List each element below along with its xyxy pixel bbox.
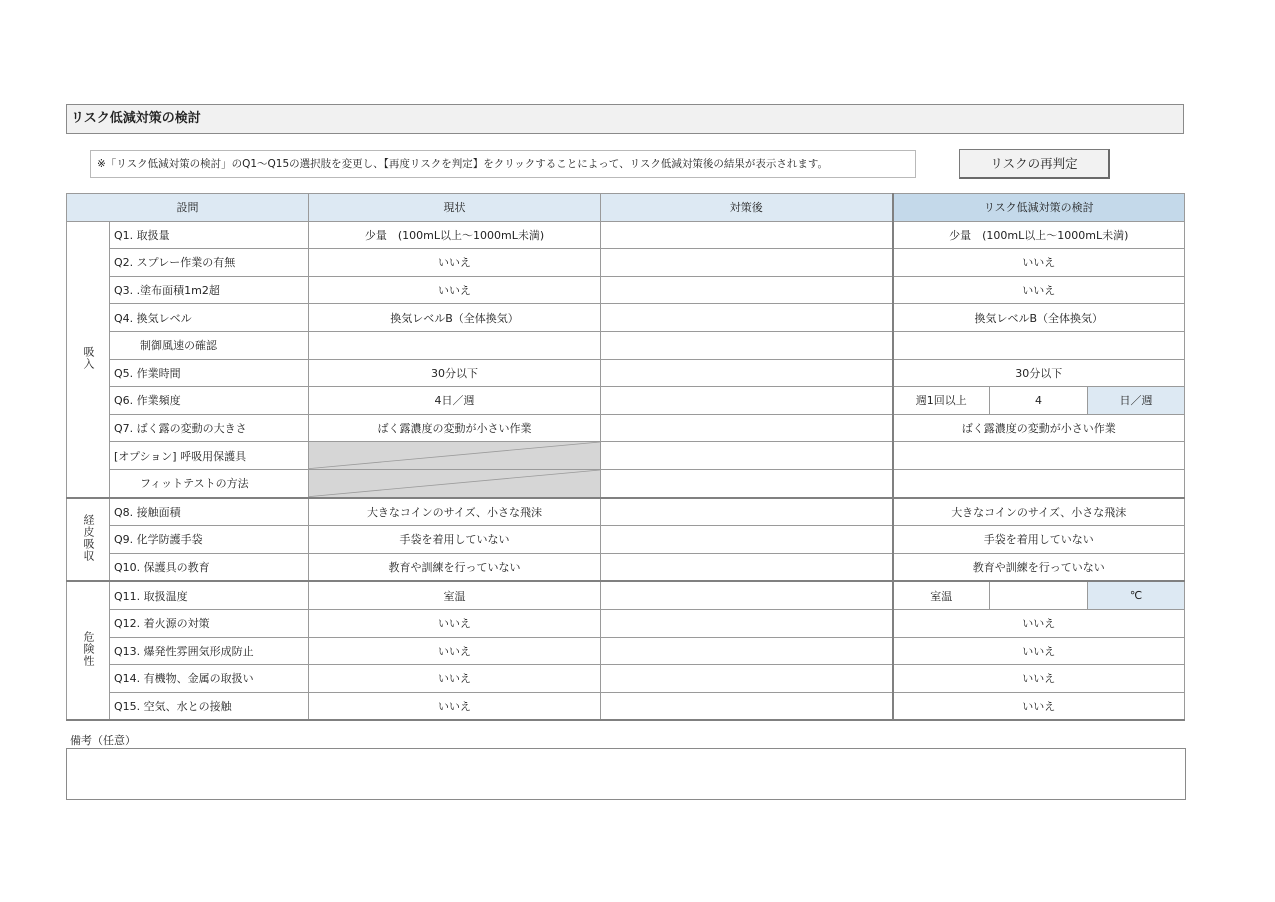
- q13-label: Q13. 爆発性雰囲気形成防止: [110, 637, 309, 665]
- q12-review-select[interactable]: いいえ: [893, 609, 1185, 637]
- q5-after: [601, 359, 893, 387]
- q10-label: Q10. 保護具の教育: [110, 553, 309, 581]
- table-row: [67, 498, 1185, 526]
- q8-current: 大きなコインのサイズ、小さな飛沫: [309, 498, 601, 526]
- q10-after: [601, 553, 893, 581]
- q8-review-select[interactable]: 大きなコインのサイズ、小さな飛沫: [893, 498, 1185, 526]
- q2-label: Q2. スプレー作業の有無: [110, 249, 309, 277]
- q10-current: 教育や訓練を行っていない: [309, 553, 601, 581]
- q3-label: Q3. .塗布面積1m2超: [110, 276, 309, 304]
- opt1-current-disabled: [309, 442, 601, 470]
- table-row: [67, 359, 1185, 387]
- table-row: [67, 692, 1185, 720]
- rejudge-risk-button[interactable]: リスクの再判定: [959, 149, 1110, 179]
- q9-label: Q9. 化学防護手袋: [110, 526, 309, 554]
- q4-current: 換気レベルB（全体換気）: [309, 304, 601, 332]
- q10-review-select[interactable]: 教育や訓練を行っていない: [893, 553, 1185, 581]
- q2-current: いいえ: [309, 249, 601, 277]
- opt2-after: [601, 469, 893, 497]
- q15-current: いいえ: [309, 692, 601, 720]
- q4-label: Q4. 換気レベル: [110, 304, 309, 332]
- table-row: [67, 609, 1185, 637]
- q3-review-select[interactable]: いいえ: [893, 276, 1185, 304]
- q14-review-select[interactable]: いいえ: [893, 665, 1185, 693]
- header-question: 設問: [67, 194, 309, 222]
- q12-current: いいえ: [309, 609, 601, 637]
- group-dermal: 経皮吸収: [67, 498, 110, 582]
- table-row: [67, 526, 1185, 554]
- q15-review-select[interactable]: いいえ: [893, 692, 1185, 720]
- table-row: [67, 331, 1185, 359]
- table-row: [67, 304, 1185, 332]
- q15-label: Q15. 空気、水との接触: [110, 692, 309, 720]
- q8-label: Q8. 接触面積: [110, 498, 309, 526]
- q14-label: Q14. 有機物、金属の取扱い: [110, 665, 309, 693]
- q1-current: 少量 (100mL以上～1000mL未満): [309, 221, 601, 249]
- q9-after: [601, 526, 893, 554]
- table-row: [67, 249, 1185, 277]
- opt2-current-disabled: [309, 469, 601, 497]
- q6-review-frequency-select[interactable]: 週1回以上: [893, 387, 990, 415]
- q4b-review-select[interactable]: [893, 331, 1185, 359]
- header-current: 現状: [309, 194, 601, 222]
- group-inhalation: 吸入: [67, 221, 110, 497]
- table-row: [67, 553, 1185, 581]
- q2-after: [601, 249, 893, 277]
- opt1-review-select[interactable]: [893, 442, 1185, 470]
- remarks-field[interactable]: [66, 748, 1186, 800]
- q7-after: [601, 414, 893, 442]
- table-row: [67, 387, 1185, 415]
- q13-after: [601, 637, 893, 665]
- q4b-label: 制御風速の確認: [110, 331, 309, 359]
- page-title: リスク低減対策の検討: [66, 104, 1184, 134]
- q3-current: いいえ: [309, 276, 601, 304]
- q14-after: [601, 665, 893, 693]
- header-after: 対策後: [601, 194, 893, 222]
- header-row: [67, 194, 1185, 222]
- q4-review-select[interactable]: 換気レベルB（全体換気）: [893, 304, 1185, 332]
- q9-review-select[interactable]: 手袋を着用していない: [893, 526, 1185, 554]
- header-review: リスク低減対策の検討: [893, 194, 1185, 222]
- table-row: [67, 469, 1185, 497]
- q12-after: [601, 609, 893, 637]
- q11-review-unit: ℃: [1088, 581, 1185, 609]
- table-row: [67, 276, 1185, 304]
- q15-after: [601, 692, 893, 720]
- opt1-after: [601, 442, 893, 470]
- table-row: [67, 665, 1185, 693]
- q5-current: 30分以下: [309, 359, 601, 387]
- q14-current: いいえ: [309, 665, 601, 693]
- opt2-label: フィットテストの方法: [110, 469, 309, 497]
- q1-after: [601, 221, 893, 249]
- table-row: [67, 414, 1185, 442]
- q6-review-unit: 日／週: [1088, 387, 1185, 415]
- q5-label: Q5. 作業時間: [110, 359, 309, 387]
- q13-review-select[interactable]: いいえ: [893, 637, 1185, 665]
- q11-review-temp-select[interactable]: 室温: [893, 581, 990, 609]
- table-row: [67, 637, 1185, 665]
- remarks-label: 備考（任意）: [70, 734, 136, 747]
- q6-review-days-input[interactable]: 4: [990, 387, 1088, 415]
- q9-current: 手袋を着用していない: [309, 526, 601, 554]
- q4b-after: [601, 331, 893, 359]
- q12-label: Q12. 着火源の対策: [110, 609, 309, 637]
- q7-current: ばく露濃度の変動が小さい作業: [309, 414, 601, 442]
- instruction-note: ※「リスク低減対策の検討」のQ1～Q15の選択肢を変更し、【再度リスクを判定】をクリックすることによって、リスク低減対策後の結果が表示されます。: [90, 150, 916, 178]
- q7-label: Q7. ばく露の変動の大きさ: [110, 414, 309, 442]
- q6-label: Q6. 作業頻度: [110, 387, 309, 415]
- group-hazard: 危険性: [67, 581, 110, 720]
- q1-label: Q1. 取扱量: [110, 221, 309, 249]
- q4-after: [601, 304, 893, 332]
- q11-after: [601, 581, 893, 609]
- q11-current: 室温: [309, 581, 601, 609]
- q8-after: [601, 498, 893, 526]
- q13-current: いいえ: [309, 637, 601, 665]
- opt1-label: [オプション] 呼吸用保護具: [110, 442, 309, 470]
- q11-label: Q11. 取扱温度: [110, 581, 309, 609]
- risk-table: [66, 193, 1185, 721]
- q2-review-select[interactable]: いいえ: [893, 249, 1185, 277]
- q11-review-temp-input[interactable]: [990, 581, 1088, 609]
- q4b-current: [309, 331, 601, 359]
- table-row: [67, 581, 1185, 609]
- opt2-review-select[interactable]: [893, 469, 1185, 497]
- table-row: [67, 442, 1185, 470]
- q7-review-select[interactable]: ばく露濃度の変動が小さい作業: [893, 414, 1185, 442]
- q3-after: [601, 276, 893, 304]
- q6-after: [601, 387, 893, 415]
- q5-review-select[interactable]: 30分以下: [893, 359, 1185, 387]
- q6-current: 4日／週: [309, 387, 601, 415]
- table-row: [67, 221, 1185, 249]
- q1-review-select[interactable]: 少量 (100mL以上～1000mL未満): [893, 221, 1185, 249]
